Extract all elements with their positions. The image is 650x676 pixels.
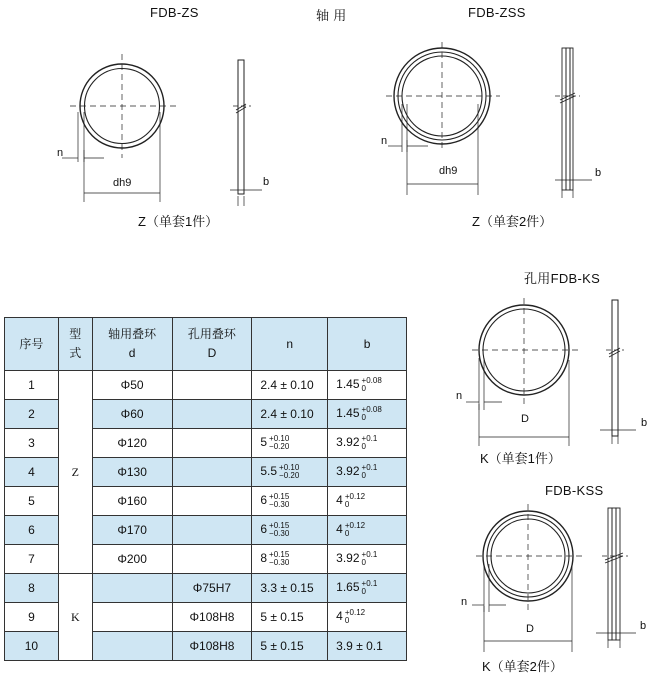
row-number: 5 [5, 487, 59, 516]
n-tolerance-lower: −0.30 [269, 529, 290, 538]
n-cell [252, 545, 328, 574]
spec-table [4, 317, 407, 661]
n-cell [252, 458, 328, 487]
n-tolerance-upper: +0.10 [269, 434, 290, 443]
shaft-diameter [92, 574, 172, 603]
shaft-diameter: Φ170 [92, 516, 172, 545]
b-cell [328, 458, 407, 487]
header-hole-ring [172, 318, 252, 371]
caption-kss: K（单套2件） [482, 659, 563, 674]
b-tolerance [362, 551, 378, 567]
n-tolerance [269, 522, 289, 538]
b-tolerance-lower: 0 [361, 471, 366, 480]
n-value: 5.5 [260, 464, 278, 479]
header-shaft-line2: d [128, 346, 136, 360]
n-value: 6 [260, 522, 268, 537]
b-tolerance-upper: +0.08 [361, 405, 382, 414]
n-cell [252, 574, 328, 603]
shaft-diameter: Φ60 [92, 400, 172, 429]
table-row [5, 574, 407, 603]
b-value: 3.92 [336, 551, 360, 566]
label-b-ks: b [641, 417, 648, 429]
b-tolerance-lower: 0 [361, 587, 366, 596]
shaft-diameter: Φ130 [92, 458, 172, 487]
n-tolerance-lower: −0.20 [269, 442, 290, 451]
b-tolerance-lower: 0 [344, 616, 350, 625]
header-type-line1: 型 [69, 327, 82, 341]
n-value: 2.4 ± 0.10 [260, 378, 314, 392]
shaft-diameter [92, 632, 172, 661]
table-row [5, 371, 407, 400]
n-tolerance-lower: −0.30 [269, 500, 290, 509]
shaft-diameter: Φ160 [92, 487, 172, 516]
header-type [58, 318, 92, 371]
label-b-kss: b [640, 620, 647, 632]
n-cell [252, 632, 328, 661]
header-hole-line1: 孔用叠环 [187, 327, 236, 341]
b-cell [328, 516, 407, 545]
b-tolerance-lower: 0 [361, 384, 366, 393]
ring-drawing-zs [62, 54, 262, 206]
n-tolerance [269, 551, 289, 567]
n-cell [252, 603, 328, 632]
n-value: 3.3 ± 0.15 [260, 581, 314, 595]
b-tolerance-lower: 0 [361, 442, 366, 451]
b-tolerance-lower: 0 [344, 500, 350, 509]
n-value: 5 ± 0.15 [260, 639, 304, 653]
n-tolerance [279, 464, 299, 480]
title-fdb-ks: 孔用FDB-KS [524, 271, 601, 286]
hole-diameter [172, 429, 252, 458]
ring-drawing-zss [386, 42, 592, 198]
b-tolerance-upper: +0.12 [344, 521, 366, 530]
header-no: 序号 [5, 318, 59, 371]
n-cell [252, 516, 328, 545]
b-cell [328, 545, 407, 574]
b-tolerance-lower: 0 [361, 558, 366, 567]
row-number: 8 [5, 574, 59, 603]
b-value: 4 [336, 493, 343, 508]
n-tolerance-lower: −0.30 [269, 558, 290, 567]
b-tolerance-lower: 0 [344, 529, 350, 538]
hole-diameter [172, 516, 252, 545]
label-dh9-zs: dh9 [113, 177, 132, 189]
b-tolerance [362, 435, 378, 451]
label-D-kss: D [526, 623, 534, 635]
label-b-zss: b [595, 167, 602, 179]
hole-diameter: Φ75H7 [172, 574, 252, 603]
ring-drawing-kss [472, 504, 636, 652]
n-cell [252, 371, 328, 400]
b-cell [328, 429, 407, 458]
row-number: 2 [5, 400, 59, 429]
b-tolerance-upper: +0.12 [344, 608, 366, 617]
b-cell [328, 371, 407, 400]
b-value: 3.92 [336, 464, 360, 479]
b-tolerance-lower: 0 [361, 413, 366, 422]
b-tolerance [345, 522, 365, 538]
b-value: 1.45 [336, 377, 360, 392]
b-tolerance-upper: +0.1 [361, 434, 378, 443]
caption-zs: Z（单套1件） [138, 214, 219, 229]
b-cell [328, 400, 407, 429]
n-tolerance [269, 435, 289, 451]
hole-diameter [172, 545, 252, 574]
label-b-zs: b [263, 176, 270, 188]
hole-diameter [172, 458, 252, 487]
n-tolerance [269, 493, 289, 509]
n-tolerance-upper: +0.10 [279, 463, 300, 472]
hole-diameter [172, 400, 252, 429]
row-number: 7 [5, 545, 59, 574]
b-cell [328, 603, 407, 632]
b-tolerance [362, 464, 378, 480]
b-cell [328, 487, 407, 516]
shaft-diameter: Φ120 [92, 429, 172, 458]
title-shaft-use: 轴 用 [316, 8, 347, 23]
b-value: 3.92 [336, 435, 360, 450]
n-value: 8 [260, 551, 268, 566]
title-fdb-zss: FDB-ZSS [468, 5, 526, 20]
b-value: 4 [336, 609, 343, 624]
n-tolerance-upper: +0.15 [269, 521, 290, 530]
header-shaft-line1: 轴用叠环 [108, 327, 157, 341]
type-z-cell: Z [58, 371, 92, 574]
type-k-cell: K [58, 574, 92, 661]
b-tolerance-upper: +0.12 [344, 492, 366, 501]
header-hole-line2: D [207, 346, 217, 360]
n-value: 2.4 ± 0.10 [260, 407, 314, 421]
b-tolerance-upper: +0.1 [361, 550, 378, 559]
n-tolerance-upper: +0.15 [269, 492, 290, 501]
shaft-diameter [92, 603, 172, 632]
label-n-zss: n [381, 135, 388, 147]
row-number: 4 [5, 458, 59, 487]
row-number: 10 [5, 632, 59, 661]
caption-ks: K（单套1件） [480, 451, 561, 466]
hole-diameter [172, 371, 252, 400]
header-n: n [252, 318, 328, 371]
title-fdb-zs: FDB-ZS [150, 5, 199, 20]
title-fdb-kss: FDB-KSS [545, 483, 604, 498]
header-b: b [328, 318, 407, 371]
header-type-line2: 式 [69, 346, 82, 360]
b-tolerance [345, 609, 365, 625]
table-header-row [5, 318, 407, 371]
b-tolerance [362, 580, 378, 596]
label-D-ks: D [521, 413, 529, 425]
b-value: 4 [336, 522, 343, 537]
b-value: 1.65 [336, 580, 360, 595]
b-tolerance-upper: +0.1 [361, 463, 378, 472]
n-tolerance-upper: +0.15 [269, 550, 290, 559]
n-cell [252, 400, 328, 429]
n-value: 5 ± 0.15 [260, 610, 304, 624]
shaft-diameter: Φ200 [92, 545, 172, 574]
ring-drawing-ks [466, 298, 636, 446]
b-tolerance [362, 377, 382, 393]
b-tolerance-upper: +0.1 [361, 579, 378, 588]
hole-diameter: Φ108H8 [172, 632, 252, 661]
label-n-kss: n [461, 596, 468, 608]
row-number: 6 [5, 516, 59, 545]
n-tolerance-lower: −0.20 [279, 471, 300, 480]
n-cell [252, 429, 328, 458]
label-n-ks: n [456, 390, 463, 402]
label-dh9-zss: dh9 [439, 165, 458, 177]
header-shaft-ring [92, 318, 172, 371]
hole-diameter: Φ108H8 [172, 603, 252, 632]
hole-diameter [172, 487, 252, 516]
n-value: 5 [260, 435, 268, 450]
b-tolerance [345, 493, 365, 509]
b-value: 3.9 ± 0.1 [336, 639, 383, 653]
row-number: 1 [5, 371, 59, 400]
b-value: 1.45 [336, 406, 360, 421]
b-cell [328, 632, 407, 661]
b-tolerance [362, 406, 382, 422]
b-tolerance-upper: +0.08 [361, 376, 382, 385]
row-number: 3 [5, 429, 59, 458]
caption-zss: Z（单套2件） [472, 214, 553, 229]
n-cell [252, 487, 328, 516]
label-n-zs: n [57, 147, 64, 159]
row-number: 9 [5, 603, 59, 632]
n-value: 6 [260, 493, 268, 508]
b-cell [328, 574, 407, 603]
shaft-diameter: Φ50 [92, 371, 172, 400]
